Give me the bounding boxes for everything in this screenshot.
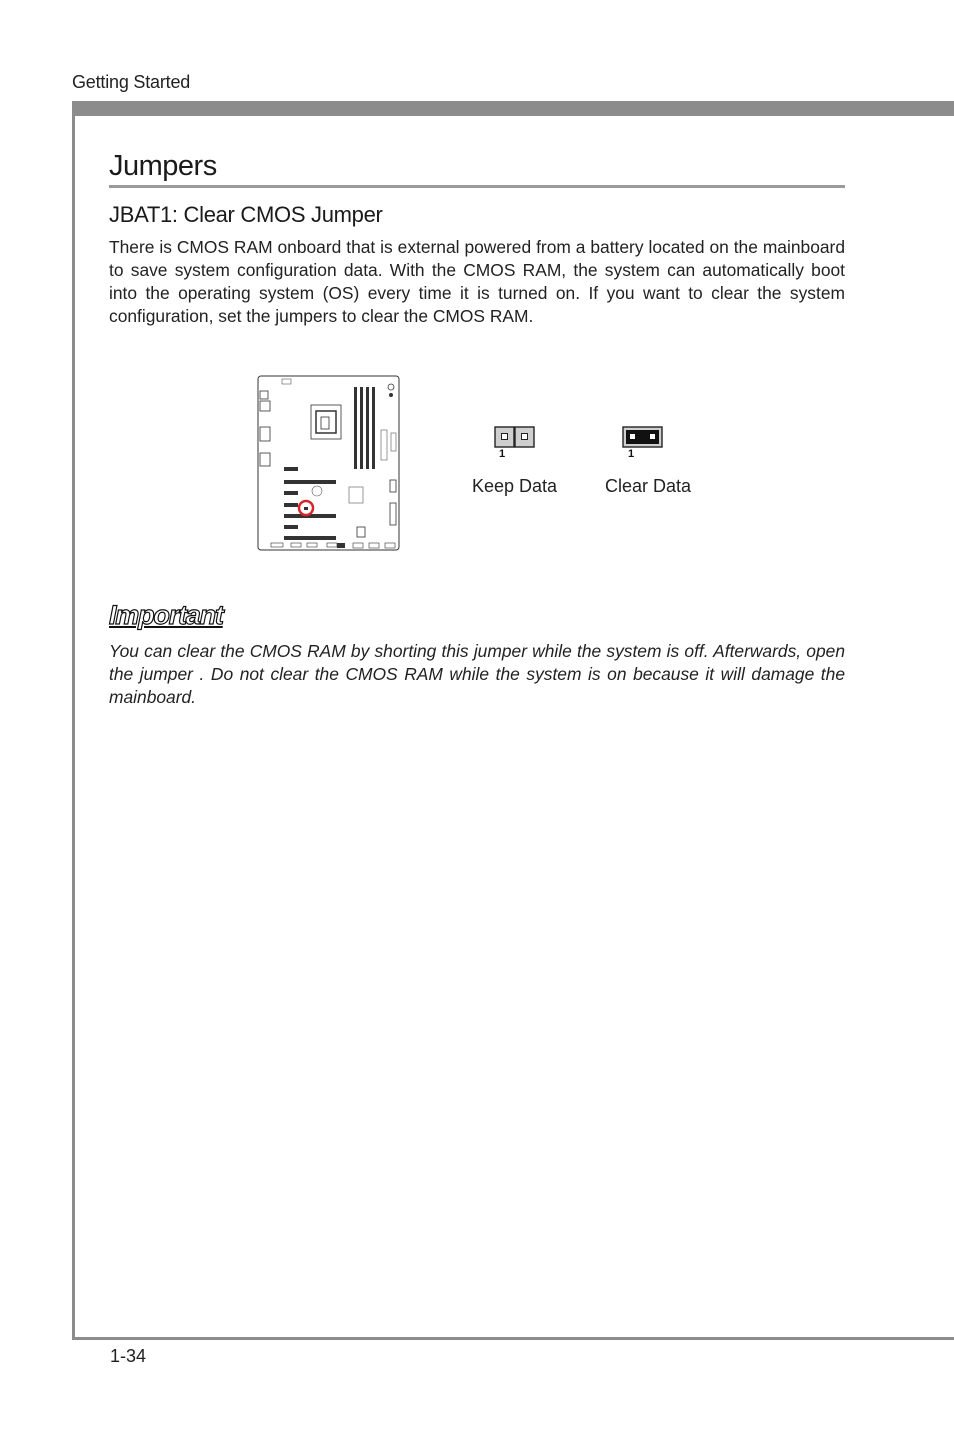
open-jumper-icon bbox=[494, 426, 536, 448]
keep-data-pin1-label: 1 bbox=[499, 448, 506, 460]
section-title-rule bbox=[109, 185, 845, 188]
section-title: Jumpers bbox=[109, 150, 217, 182]
clear-data-pin1-label: 1 bbox=[628, 448, 635, 460]
jbat1-jumper-location bbox=[304, 507, 308, 510]
page-bottom-rule bbox=[72, 1337, 954, 1340]
motherboard-layout-icon bbox=[257, 375, 400, 551]
page-left-rule bbox=[72, 101, 75, 1340]
page-number: 1-34 bbox=[110, 1346, 147, 1366]
keep-data-caption: Keep Data bbox=[472, 476, 558, 496]
important-note: You can clear the CMOS RAM by shorting this jumper while the system is off. Afterwards, open the jumper . Do not clear the CMOS RAM while the system is on because it will damage the mainboard. bbox=[109, 641, 845, 707]
clear-data-jumper bbox=[622, 426, 664, 448]
motherboard-diagram bbox=[257, 375, 400, 551]
keep-data-jumper bbox=[494, 426, 536, 448]
shorted-jumper-icon bbox=[622, 426, 664, 448]
header-bar bbox=[72, 101, 954, 116]
clear-data-caption: Clear Data bbox=[605, 476, 692, 496]
important-heading: Important bbox=[109, 600, 223, 630]
description-paragraph: There is CMOS RAM onboard that is external powered from a battery located on the mainboard to save system configuration data. With the CMOS RAM, the system can automatically boot into the operating system (OS) every time it is turned on. If you want to clear the system configuration, set the jumpers to clear the CMOS RAM. bbox=[109, 237, 845, 326]
jumper-subtitle: JBAT1: Clear CMOS Jumper bbox=[109, 202, 383, 227]
running-head: Getting Started bbox=[72, 72, 191, 92]
